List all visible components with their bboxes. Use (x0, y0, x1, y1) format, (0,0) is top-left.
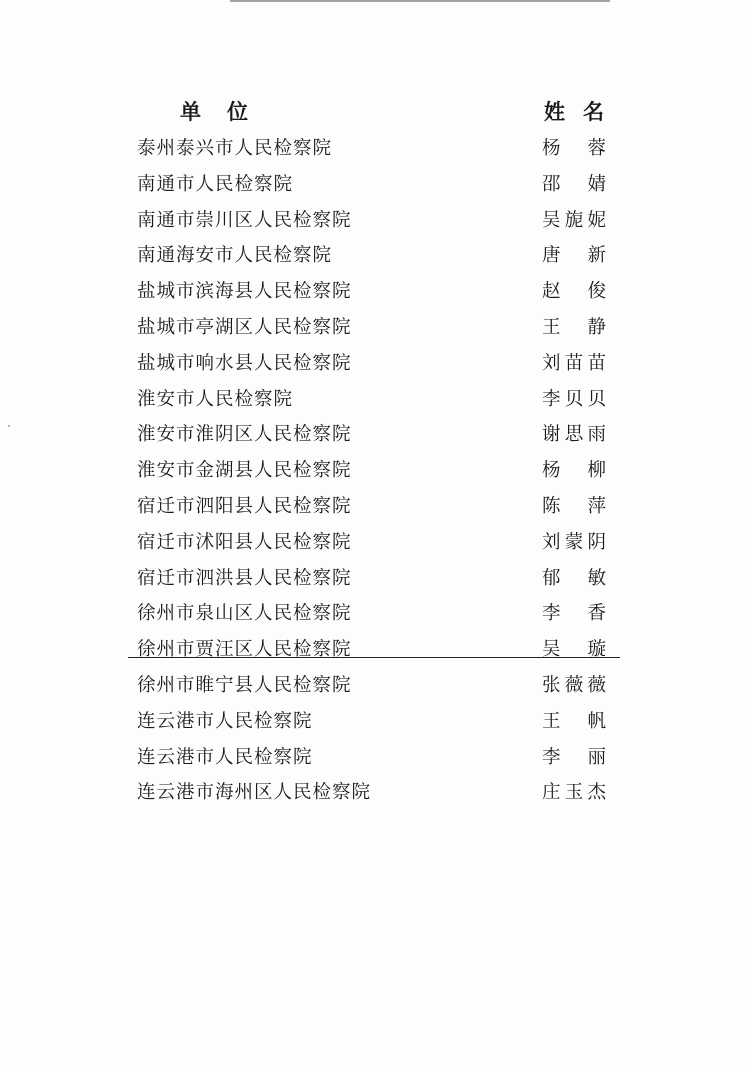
list-item (0, 486, 750, 522)
list-item (0, 629, 750, 665)
list-item (0, 665, 750, 701)
name-character: 赵 (542, 281, 561, 303)
list-item (0, 450, 750, 486)
organization-name: 盐城市滨海县人民检察院 (137, 281, 352, 303)
list-item (0, 343, 750, 379)
name-character: 丽 (587, 746, 606, 768)
name-character: 璇 (587, 639, 606, 661)
person-name (542, 492, 606, 518)
organization-name: 淮安市金湖县人民检察院 (137, 460, 352, 482)
name-character: 苗 (564, 352, 584, 374)
name-character: 敏 (587, 567, 606, 589)
name-character: 李 (542, 603, 561, 625)
organization-name: 连云港市海州区人民检察院 (137, 782, 372, 804)
person-name (542, 528, 606, 554)
name-character: 思 (564, 424, 584, 446)
name-character: 王 (542, 710, 561, 732)
list-item (0, 164, 750, 200)
name-character: 杰 (587, 782, 606, 804)
organization-name: 连云港市人民检察院 (137, 746, 313, 768)
person-name (542, 241, 606, 267)
table-header (0, 96, 750, 126)
name-list (0, 128, 750, 808)
name-character: 雨 (587, 424, 606, 446)
list-item (0, 307, 750, 343)
organization-name: 连云港市人民检察院 (137, 710, 313, 732)
organization-name: 淮安市人民检察院 (137, 388, 294, 410)
list-item (0, 772, 750, 808)
name-character: 萍 (587, 495, 606, 517)
person-name (542, 778, 606, 804)
organization-name: 徐州市泉山区人民检察院 (137, 603, 352, 625)
name-character: 吴 (542, 209, 561, 231)
organization-name: 南通市人民检察院 (137, 173, 294, 195)
name-character: 陈 (542, 495, 561, 517)
name-character: 香 (587, 603, 606, 625)
name-character: 蒙 (564, 531, 584, 553)
name-character: 庄 (542, 782, 561, 804)
name-character: 邵 (542, 173, 561, 195)
list-item (0, 737, 750, 773)
person-name (542, 170, 606, 196)
person-name (542, 420, 606, 446)
list-item (0, 200, 750, 236)
name-character: 帆 (587, 710, 606, 732)
name-character: 薇 (587, 674, 606, 696)
list-item (0, 414, 750, 450)
list-item (0, 235, 750, 271)
person-name (542, 349, 606, 375)
name-character: 吴 (542, 639, 561, 661)
organization-name: 宿迁市沭阳县人民检察院 (137, 531, 352, 553)
name-character: 旎 (564, 209, 584, 231)
person-name (542, 671, 606, 697)
list-item (0, 522, 750, 558)
organization-name: 盐城市亭湖区人民检察院 (137, 316, 352, 338)
name-character: 妮 (587, 209, 606, 231)
list-item (0, 593, 750, 629)
list-item (0, 128, 750, 164)
list-item (0, 379, 750, 415)
name-character: 唐 (542, 245, 561, 267)
organization-name: 徐州市睢宁县人民检察院 (137, 674, 352, 696)
name-character: 贝 (587, 388, 606, 410)
name-character: 俊 (587, 281, 606, 303)
person-name (542, 206, 606, 232)
scan-edge-mark (230, 0, 610, 2)
list-item (0, 558, 750, 594)
name-column-header: 姓名 (544, 99, 622, 124)
unit-column-header: 单位 (180, 99, 274, 124)
person-name (542, 134, 606, 160)
list-item (0, 701, 750, 737)
person-name (542, 456, 606, 482)
name-character: 薇 (564, 674, 584, 696)
name-character: 贝 (564, 388, 584, 410)
organization-name: 淮安市淮阴区人民检察院 (137, 424, 352, 446)
name-character: 杨 (542, 460, 561, 482)
name-character: 张 (542, 674, 561, 696)
name-character: 王 (542, 316, 561, 338)
organization-name: 泰州泰兴市人民检察院 (137, 138, 333, 159)
name-character: 李 (542, 388, 561, 410)
name-character: 阴 (587, 531, 606, 553)
organization-name: 南通市崇川区人民检察院 (137, 209, 352, 231)
name-character: 杨 (542, 138, 561, 159)
name-character: 玉 (564, 782, 584, 804)
name-character: 柳 (587, 460, 606, 482)
person-name (542, 385, 606, 411)
person-name (542, 564, 606, 590)
organization-name: 徐州市贾汪区人民检察院 (137, 639, 352, 661)
person-name (542, 277, 606, 303)
name-character: 郁 (542, 567, 561, 589)
table-divider-line (128, 657, 620, 658)
name-character: 刘 (542, 352, 561, 374)
person-name (542, 743, 606, 769)
name-character: 婧 (587, 173, 606, 195)
name-character: 刘 (542, 531, 561, 553)
name-character: 静 (587, 316, 606, 338)
name-character: 蓉 (587, 138, 606, 159)
name-character: 李 (542, 746, 561, 768)
person-name (542, 599, 606, 625)
organization-name: 宿迁市泗阳县人民检察院 (137, 495, 352, 517)
name-character: 谢 (542, 424, 561, 446)
person-name (542, 707, 606, 733)
person-name (542, 313, 606, 339)
organization-name: 盐城市响水县人民检察院 (137, 352, 352, 374)
name-character: 新 (587, 245, 606, 267)
list-item (0, 271, 750, 307)
organization-name: 南通海安市人民检察院 (137, 245, 333, 267)
organization-name: 宿迁市泗洪县人民检察院 (137, 567, 352, 589)
name-character: 苗 (587, 352, 606, 374)
